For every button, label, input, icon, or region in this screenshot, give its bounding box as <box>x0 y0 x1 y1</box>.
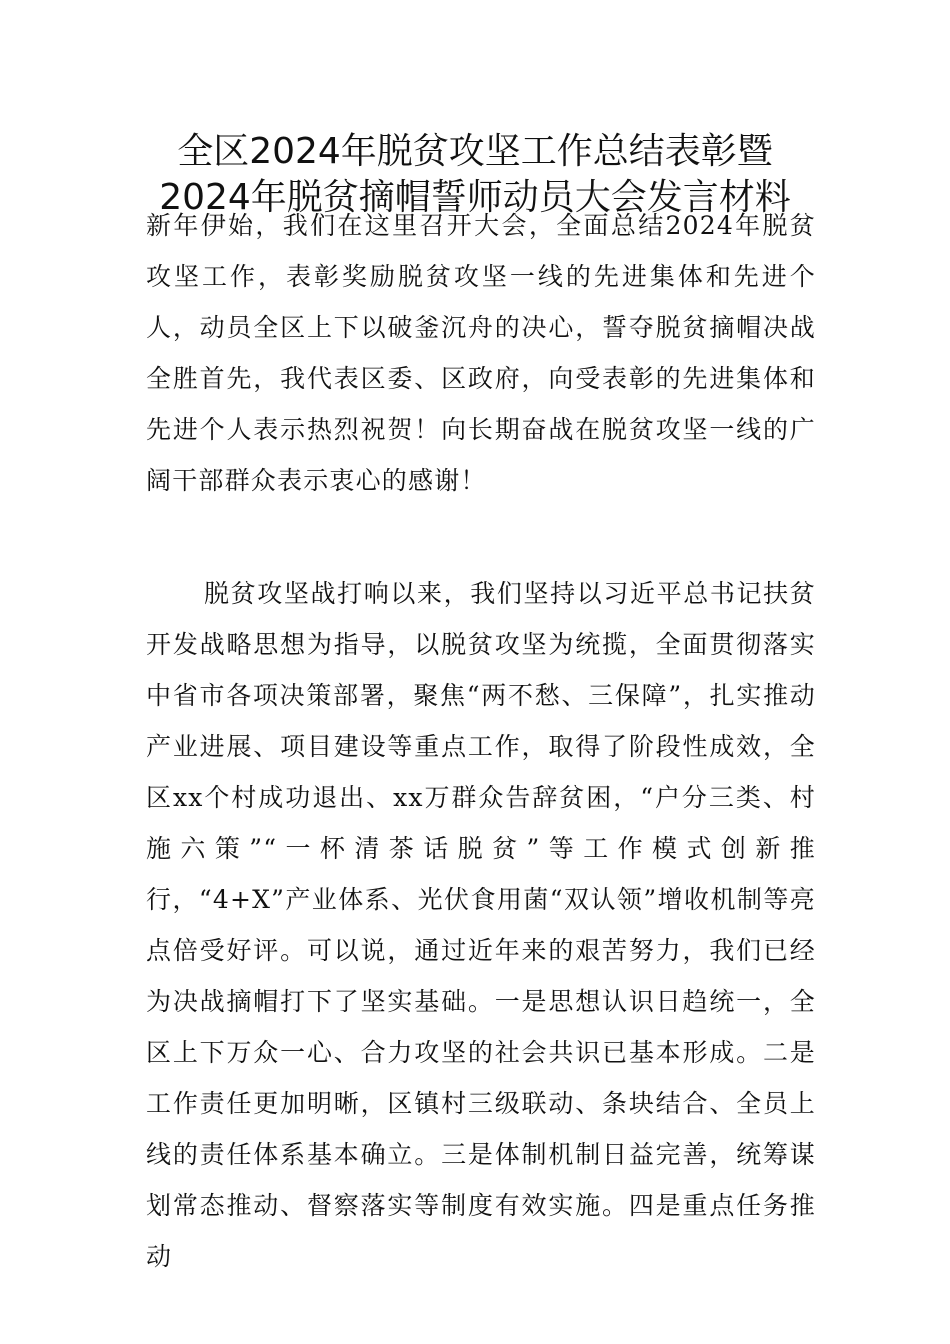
document-title-line-2: 2024年脱贫摘帽誓师动员大会发言材料 <box>159 177 791 218</box>
body-paragraph-1: 新年伊始，我们在这里召开大会，全面总结2024年脱贫攻坚工作，表彰奖励脱贫攻坚一线的先进集体和先进个人，动员全区上下以破釜沉舟的决心，誓夺脱贫摘帽决战全胜首先，我代表区委、区政府，向受表彰的先进集体和先进个人表示热烈祝贺！向长期奋战在脱贫攻坚一线的广阔干部群众表示衷心的感谢！ <box>146 211 816 495</box>
document-title-line-1: 全区2024年脱贫攻坚工作总结表彰暨 <box>177 131 773 172</box>
body-paragraph-2: 脱贫攻坚战打响以来，我们坚持以习近平总书记扶贫开发战略思想为指导，以脱贫攻坚为统揽，全面贯彻落实中省市各项决策部署，聚焦“两不愁、三保障”，扎实推动产业进展、项目建设等重点工作，取得了阶段性成效，全区xx个村成功退出、xx万群众告辞贫困，“户分三类、村施六策”“一杯清茶话脱贫”等工作模式创新推行，“4+X”产业体系、光伏食用菌“双认领”增收机制等亮点倍受好评。可以说，通过近年来的艰苦努力，我们已经为决战摘帽打下了坚实基础。一是思想认识日趋统一，全区上下万众一心、合力攻坚的社会共识已基本形成。二是工作责任更加明晰，区镇村三级联动、条块结合、全员上线的责任体系基本确立。三是体制机制日益完善，统筹谋划常态推动、督察落实等制度有效实施。四是重点任务推动 <box>146 579 816 1271</box>
